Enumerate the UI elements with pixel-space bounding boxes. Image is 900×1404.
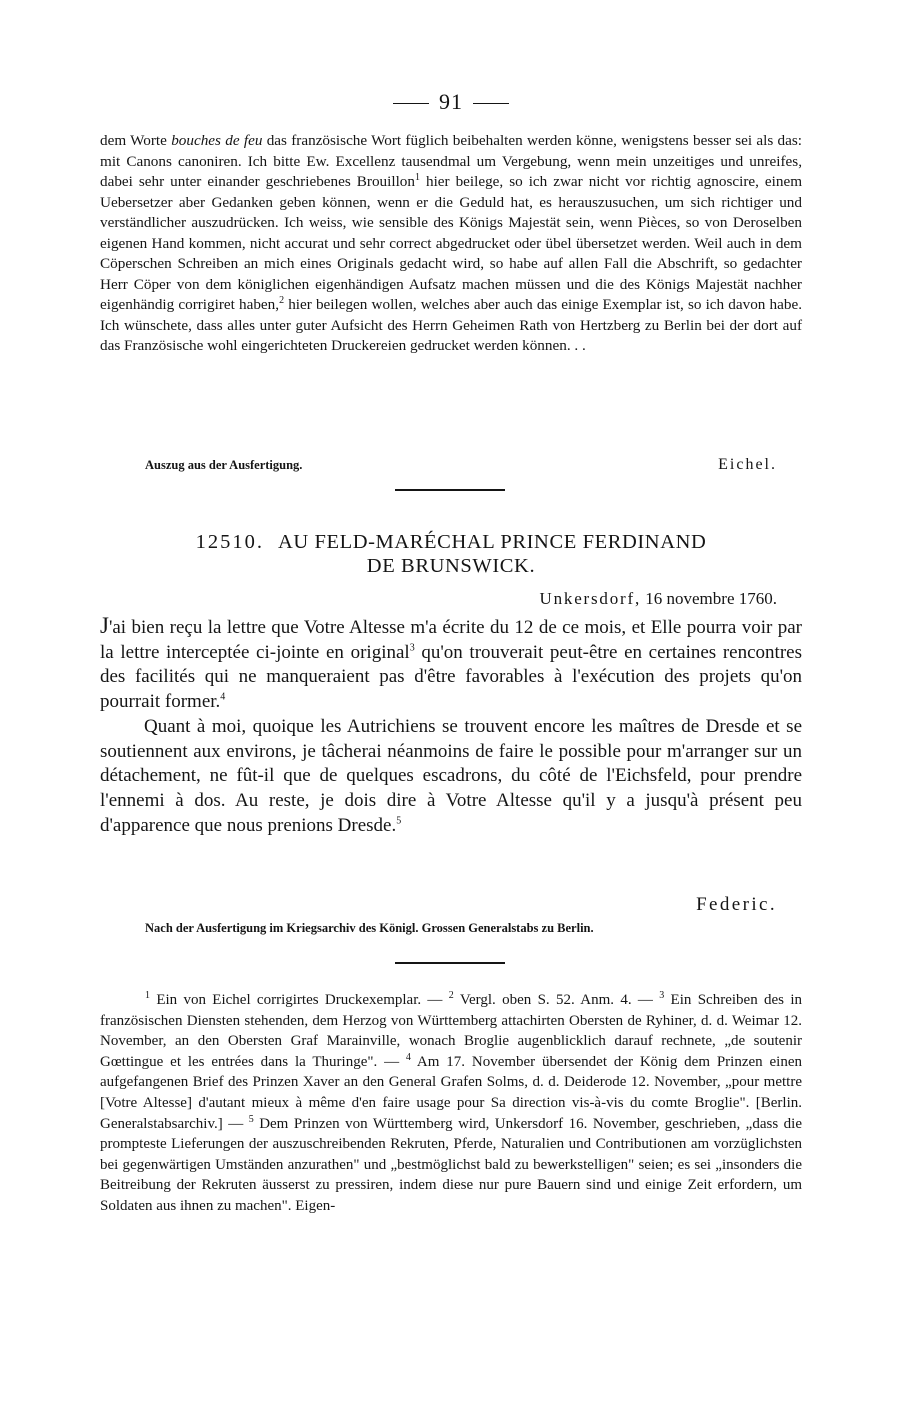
letter-paragraph-2-text: Quant à moi, quoique les Autrichiens se trouvent encore les maîtres de Dresde et se soutiennent aux environs, je tâcherai néanmoins de faire le possible pour m'arranger sur un détachement, ne fût-il que de quelques escadrons, du côté de l'Eichsfeld, pour prendre l'ennemi à dos. Au reste, je dois dire à Votre Altesse qu'il y a jusqu'à présent peu d'apparence que nous prenions Dresde. [100,715,802,836]
letter-paragraph-2 [100,715,802,839]
previous-letter-text-end: hier beilegen wollen, welches aber auch das einige Exemplar ist, so ich davon habe. Ich wünschete, dass alles unter guter Aufsicht des Herrn Geheimen Rath von Hertzberg zu Berlin bei der dort auf das Französische wohl eingerichteten Druckereien gedrucket werden können. . . [100,296,802,354]
previous-letter-excerpt [100,131,802,357]
letter-paragraph-1 [100,614,802,715]
footnote-ref-2[interactable]: 2 [279,294,285,306]
page-number [100,88,802,116]
page-number-dash-right [473,103,509,104]
footnote-marker-2: 2 [448,990,454,1001]
footnotes [100,990,802,1217]
footnote-divider [395,962,505,964]
dateline [540,588,777,610]
letter-heading [100,530,802,578]
letter-title-line-1: AU FELD-MARÉCHAL PRINCE FERDINAND [277,531,707,553]
letter-paragraph-1-text-end: qu'on trouverait peut-être en certaines rencontres des facilités qui ne manqueraient pas d'être favorables à l'exécution des projets qu'on pourrait former. [100,641,802,713]
previous-letter-text: das französische Wort füglich beibehalten werden könne, wenigstens besser sei als das: mit Canons canoniren. Ich bitte Ew. Excellenz tausendmal um Vergebung, wenn mein unzeitiges und unreifes, dabei sehr unter einander geschriebenes Brouillon [100,132,803,190]
italic-phrase: bouches de feu [171,132,263,149]
letter-paragraph-1-text: 'ai bien reçu la lettre que Votre Altesse m'a écrite du 12 de ce mois, et Elle pourra voir par la lettre interceptée ci-jointe en original [100,617,802,663]
previous-letter-footer [100,455,802,475]
source-note: Auszug aus der Ausfertigung. [145,458,303,472]
footnote-ref-1[interactable]: 1 [415,171,420,183]
footnote-1-text: Ein von Eichel corrigirtes Druckexemplar. — [150,992,449,1008]
letter-heading-line-1 [100,530,802,554]
footnote-2-text: Vergl. oben S. 52. Anm. 4. — [453,992,660,1008]
page-number-dash-left [393,103,429,104]
footnote-3-text: Ein Schreiben des in französischen Diensten stehenden, dem Herzog von Württemberg attachirten Obersten de Ryhiner, d. d. Weimar 12. November, an den Obersten Graf Marainville, wonach Broglie augenblicklich darauf rechnete, „de soutenir Gœttingue et les entrées dans la Thuringe". — [100,992,802,1070]
initial-letter: J [100,613,109,638]
footnote-4-text: Am 17. November übersendet der König dem Prinzen einen aufgefangenen Brief des Prinzen Xaver an den General Grafen Solms, d. d. Deiderode 12. November, „pour mettre [Votre Altesse] d'autant mieux à même d'en faire usage pour Sa direction vis-à-vis du comte Broglie". [Berlin. Generalstabsarchiv.] — [100,1053,802,1132]
footnote-ref-5[interactable]: 5 [396,815,402,827]
page-number-text: 91 [439,89,463,114]
previous-letter-text-middle: hier beilege, so ich zwar nicht vor richtig agnoscire, einem Uebersetzer aber Gedanken geben können, wenn er die Geduld hat, es herauszusuchen, um sich richtiger und verständlicher auszudrücken. Ich weiss, wie sensible des Königs Majestät sein, wenn Pièces, so von Deroselben eigenen Hand kommen, nicht accurat und sehr correct abgedrucket oder übel übersetzet werden. Weil auch in dem Cöperschen Schreiben an mich eines Originals gedacht wird, so habe auf allen Fall die Abschrift, so gedachter Herr Cöper von dem königlichen eigenhändigen Aufsatz machen müssen und die des Königs Majestät nachher eigenhändig corrigiret haben, [100,173,803,313]
dateline-date: 16 novembre 1760. [641,589,777,608]
letter-body [100,614,802,838]
footnotes-paragraph [100,990,802,1217]
footnote-marker-3: 3 [659,990,665,1001]
footnote-marker-4: 4 [405,1051,411,1063]
footnote-marker-1: 1 [145,990,150,1001]
footnote-5-text: Dem Prinzen von Württemberg wird, Unkersdorf 16. November, geschrieben, „dass die prompteste Lieferungen der auszuschreibenden Rekruten, Pferde, Naturalien und Contributionen am vorzüglichsten bei gegenwärtigen Umständen anzurathen" und „bestmöglichst bald zu bewerkstelligen" seien; es sei „insonders die Beitreibung der Rekruten äusserst zu pressiren, indem diese nur pure Bauern sind und einige Zeit erfordern, um Soldaten aus ihnen zu machen". Eigen- [100,1115,802,1214]
letter-title-line-2: DE BRUNSWICK. [366,555,536,577]
signature-federic: Federic. [696,894,777,915]
section-divider [395,489,505,491]
dateline-place: Unkersdorf, [539,589,642,608]
footnote-ref-4[interactable]: 4 [220,691,226,703]
footnote-ref-3[interactable]: 3 [409,642,415,654]
previous-letter-paragraph [100,131,802,357]
previous-letter-text-start: dem Worte [100,132,172,149]
footnote-marker-5: 5 [248,1113,254,1125]
letter-number: 12510. [195,531,264,553]
archive-note: Nach der Ausfertigung im Kriegsarchiv des Königl. Grossen Generalstabs zu Berlin. [145,921,594,935]
signature-eichel: Eichel. [718,456,777,473]
